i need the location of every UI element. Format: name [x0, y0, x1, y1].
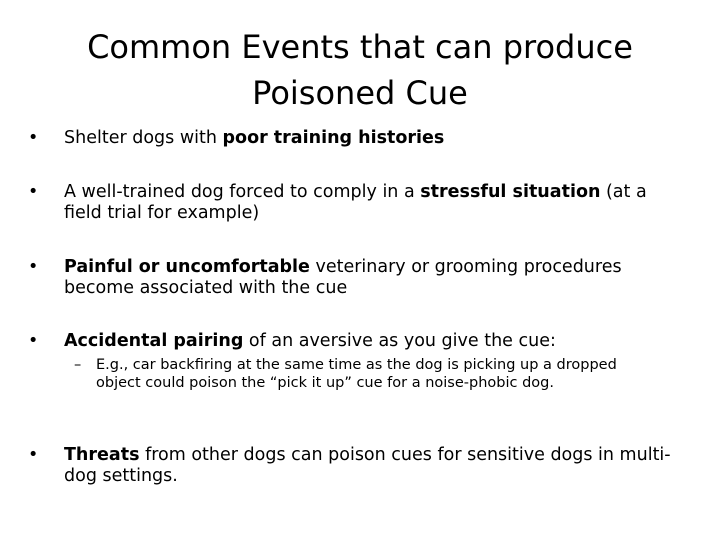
bullet-text-pre: Shelter dogs with	[64, 128, 223, 148]
bullet-marker: •	[28, 331, 39, 351]
sub-bullet-text: E.g., car backfiring at the same time as the dog is picking up a dropped object could poison the “pick it up” cue for a noise-phobic dog.	[96, 357, 617, 391]
bullet-text-post: from other dogs can poison cues for sensitive dogs in multi-dog settings.	[64, 445, 671, 486]
sub-bullet-item-example	[74, 356, 634, 392]
bullet-text-bold: poor training histories	[222, 128, 445, 148]
title-line-2: Poisoned Cue	[252, 74, 468, 112]
bullet-item-accidental-pairing	[28, 331, 688, 352]
bullet-text-pre: A well-trained dog forced to comply in a	[64, 182, 421, 202]
bullet-text-post: of an aversive as you give the cue:	[243, 331, 556, 351]
bullet-text-post: veterinary or grooming procedures become associated with the cue	[64, 257, 622, 298]
bullet-text	[64, 182, 688, 224]
bullet-marker: •	[28, 445, 39, 465]
bullet-text	[64, 257, 688, 299]
bullet-text-bold: Accidental pairing	[64, 331, 244, 351]
bullet-item-shelter-dogs	[28, 128, 688, 149]
bullet-marker: •	[28, 257, 39, 277]
bullet-marker: •	[28, 128, 39, 148]
bullet-text	[64, 445, 688, 487]
title-line-1: Common Events that can produce	[87, 28, 633, 66]
bullet-text-bold: Painful or uncomfortable	[64, 257, 310, 277]
bullet-text	[64, 331, 688, 352]
slide-title	[60, 24, 660, 116]
bullet-item-stressful-situation	[28, 182, 688, 224]
sub-bullet-marker: –	[74, 357, 82, 373]
bullet-text	[64, 128, 688, 149]
bullet-marker: •	[28, 182, 39, 202]
bullet-item-threats	[28, 445, 688, 487]
bullet-item-painful-procedures	[28, 257, 688, 299]
bullet-text-bold: stressful situation	[420, 182, 601, 202]
bullet-text-bold: Threats	[64, 445, 140, 465]
bullet-text-post: (at a field trial for example)	[64, 182, 647, 223]
